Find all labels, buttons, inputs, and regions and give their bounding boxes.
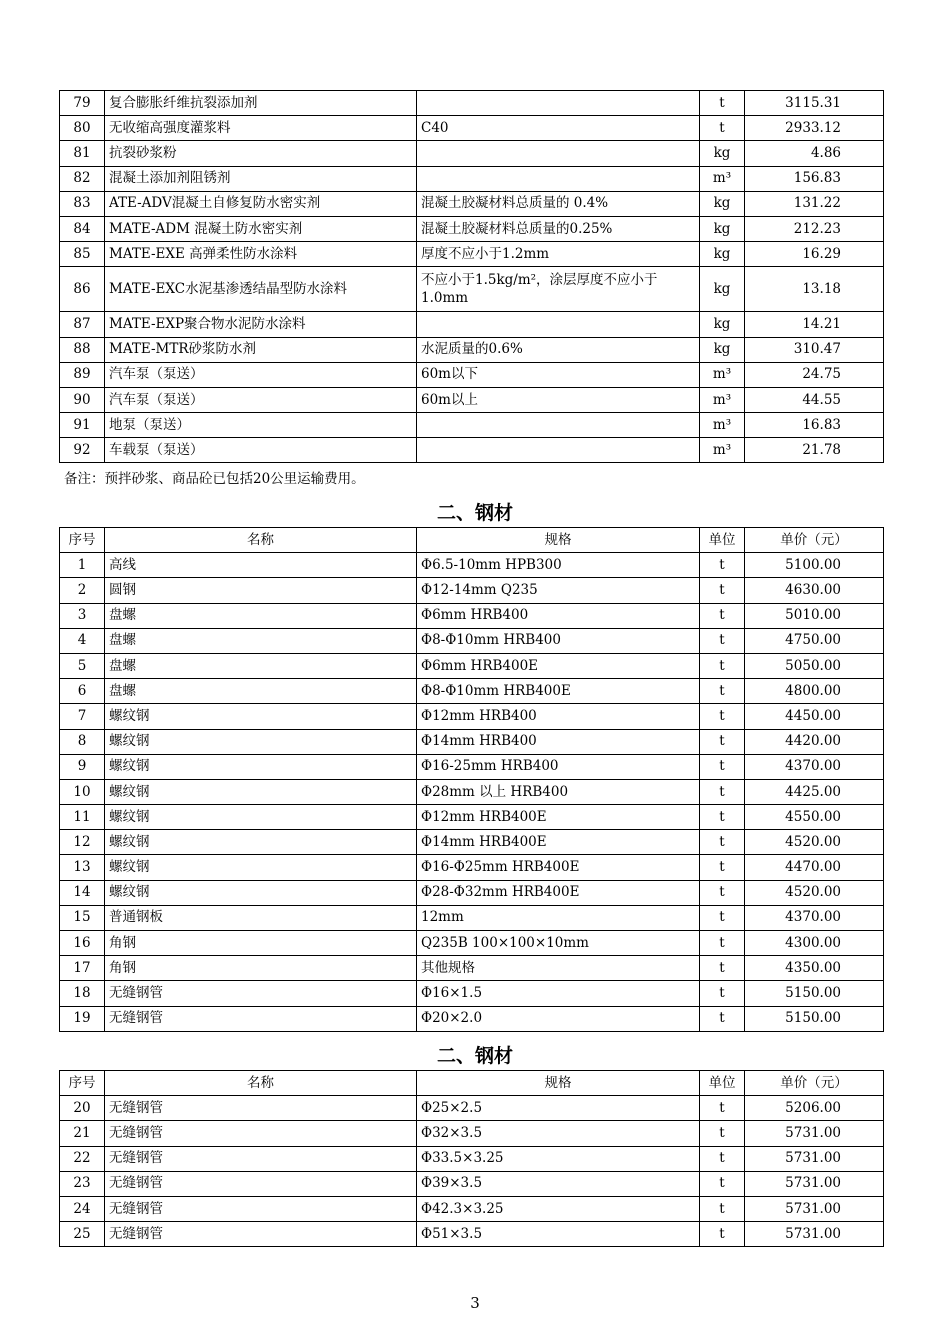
table-row — [60, 413, 884, 438]
cell-price: 4350.00 — [745, 956, 884, 981]
cell-spec: Φ51×3.5 — [417, 1222, 700, 1247]
table-row — [60, 362, 884, 387]
header-spec: 规格 — [417, 1071, 700, 1096]
cell-name: 螺纹钢 — [105, 754, 417, 779]
cell-no: 80 — [60, 116, 105, 141]
cell-unit: t — [700, 1121, 745, 1146]
cell-price: 4425.00 — [745, 779, 884, 804]
cell-unit: t — [700, 116, 745, 141]
cell-spec — [417, 141, 700, 166]
table-row — [60, 931, 884, 956]
cell-spec: Φ14mm HRB400E — [417, 830, 700, 855]
table-row — [60, 91, 884, 116]
cell-spec: 水泥质量的0.6% — [417, 337, 700, 362]
cell-spec: Φ14mm HRB400 — [417, 729, 700, 754]
table1-body — [60, 91, 884, 463]
cell-price: 4750.00 — [745, 628, 884, 653]
cell-name: 车载泵（泵送） — [105, 438, 417, 463]
cell-no: 89 — [60, 362, 105, 387]
cell-no: 15 — [60, 905, 105, 930]
cell-price: 4370.00 — [745, 905, 884, 930]
cell-no: 92 — [60, 438, 105, 463]
table-row — [60, 905, 884, 930]
header-unit: 单位 — [700, 528, 745, 553]
cell-name: 螺纹钢 — [105, 779, 417, 804]
table-row — [60, 553, 884, 578]
cell-spec — [417, 91, 700, 116]
table-row — [60, 653, 884, 678]
cell-name: 普通钢板 — [105, 905, 417, 930]
cell-spec: Φ12mm HRB400 — [417, 704, 700, 729]
cell-unit: m³ — [700, 438, 745, 463]
cell-unit: kg — [700, 191, 745, 216]
cell-name: 螺纹钢 — [105, 880, 417, 905]
table-row — [60, 337, 884, 362]
page-number: 3 — [470, 1294, 480, 1312]
cell-price: 4520.00 — [745, 830, 884, 855]
cell-spec: Φ25×2.5 — [417, 1096, 700, 1121]
table-row — [60, 242, 884, 267]
cell-unit: kg — [700, 141, 745, 166]
cell-unit: m³ — [700, 166, 745, 191]
cell-unit: t — [700, 855, 745, 880]
cell-price: 4550.00 — [745, 805, 884, 830]
cell-spec: Φ28-Φ32mm HRB400E — [417, 880, 700, 905]
table-row — [60, 1006, 884, 1031]
table-row — [60, 191, 884, 216]
cell-name: 复合膨胀纤维抗裂添加剂 — [105, 91, 417, 116]
cell-spec: 厚度不应小于1.2mm — [417, 242, 700, 267]
cell-price: 5150.00 — [745, 981, 884, 1006]
cell-no: 6 — [60, 679, 105, 704]
cell-spec: Φ8-Φ10mm HRB400E — [417, 679, 700, 704]
header-no: 序号 — [60, 1071, 105, 1096]
cell-unit: t — [700, 679, 745, 704]
cell-no: 91 — [60, 413, 105, 438]
cell-name: 螺纹钢 — [105, 830, 417, 855]
cell-name: 螺纹钢 — [105, 704, 417, 729]
cell-no: 11 — [60, 805, 105, 830]
cell-spec: 混凝土胶凝材料总质量的0.25% — [417, 216, 700, 241]
cell-no: 7 — [60, 704, 105, 729]
table-row — [60, 387, 884, 412]
steel-table-header — [60, 528, 884, 553]
header-name: 名称 — [105, 528, 417, 553]
table-row — [60, 578, 884, 603]
cell-spec: Φ12mm HRB400E — [417, 805, 700, 830]
cell-no: 10 — [60, 779, 105, 804]
steel-table-continued — [59, 1070, 884, 1247]
cell-name: MATE-EXP聚合物水泥防水涂料 — [105, 312, 417, 337]
cell-no: 12 — [60, 830, 105, 855]
cell-unit: t — [700, 91, 745, 116]
cell-no: 3 — [60, 603, 105, 628]
cell-name: MATE-EXE 高弹柔性防水涂料 — [105, 242, 417, 267]
cell-unit: t — [700, 931, 745, 956]
cell-no: 21 — [60, 1121, 105, 1146]
cell-unit: m³ — [700, 362, 745, 387]
cell-no: 87 — [60, 312, 105, 337]
cell-no: 9 — [60, 754, 105, 779]
cell-spec — [417, 312, 700, 337]
cell-name: 螺纹钢 — [105, 805, 417, 830]
cell-name: MATE-EXC水泥基渗透结晶型防水涂料 — [105, 267, 417, 312]
cell-name: 角钢 — [105, 956, 417, 981]
cell-unit: t — [700, 1096, 745, 1121]
cell-spec: 12mm — [417, 905, 700, 930]
cell-name: 盘螺 — [105, 603, 417, 628]
cell-unit: t — [700, 704, 745, 729]
header-price: 单价（元） — [745, 1071, 884, 1096]
cell-price: 5731.00 — [745, 1171, 884, 1196]
cell-name: 无缝钢管 — [105, 1146, 417, 1171]
cell-unit: t — [700, 779, 745, 804]
cell-spec: Φ39×3.5 — [417, 1171, 700, 1196]
cell-price: 4470.00 — [745, 855, 884, 880]
cell-name: 盘螺 — [105, 628, 417, 653]
cell-price: 156.83 — [745, 166, 884, 191]
cell-unit: t — [700, 830, 745, 855]
cell-unit: m³ — [700, 387, 745, 412]
cell-price: 24.75 — [745, 362, 884, 387]
cell-price: 5731.00 — [745, 1121, 884, 1146]
cell-price: 4420.00 — [745, 729, 884, 754]
cell-name: 角钢 — [105, 931, 417, 956]
cell-price: 16.29 — [745, 242, 884, 267]
cell-name: 螺纹钢 — [105, 729, 417, 754]
cell-price: 5100.00 — [745, 553, 884, 578]
cell-no: 4 — [60, 628, 105, 653]
cell-name: MATE-ADM 混凝土防水密实剂 — [105, 216, 417, 241]
cell-name: 无缝钢管 — [105, 1222, 417, 1247]
cell-no: 2 — [60, 578, 105, 603]
cell-spec: 混凝土胶凝材料总质量的 0.4% — [417, 191, 700, 216]
cell-no: 83 — [60, 191, 105, 216]
cell-price: 5731.00 — [745, 1196, 884, 1221]
cell-price: 16.83 — [745, 413, 884, 438]
cell-price: 5206.00 — [745, 1096, 884, 1121]
cell-unit: t — [700, 578, 745, 603]
cell-name: 汽车泵（泵送） — [105, 387, 417, 412]
cell-spec: Φ6.5-10mm HPB300 — [417, 553, 700, 578]
cell-spec: Φ12-14mm Q235 — [417, 578, 700, 603]
cell-spec: C40 — [417, 116, 700, 141]
cell-no: 5 — [60, 653, 105, 678]
cell-no: 84 — [60, 216, 105, 241]
cell-unit: t — [700, 729, 745, 754]
cell-price: 4370.00 — [745, 754, 884, 779]
cell-name: 地泵（泵送） — [105, 413, 417, 438]
cell-no: 22 — [60, 1146, 105, 1171]
header-price: 单价（元） — [745, 528, 884, 553]
cell-no: 1 — [60, 553, 105, 578]
table-row — [60, 141, 884, 166]
cell-spec: Φ6mm HRB400 — [417, 603, 700, 628]
cell-no: 81 — [60, 141, 105, 166]
cell-no: 86 — [60, 267, 105, 312]
cell-name: 无缝钢管 — [105, 1096, 417, 1121]
cell-unit: t — [700, 1006, 745, 1031]
table-row — [60, 438, 884, 463]
cell-name: 抗裂砂浆粉 — [105, 141, 417, 166]
cell-unit: t — [700, 1196, 745, 1221]
cell-price: 4450.00 — [745, 704, 884, 729]
table-row — [60, 312, 884, 337]
cell-spec: 不应小于1.5kg/m²，涂层厚度不应小于1.0mm — [417, 267, 700, 312]
cell-name: 盘螺 — [105, 653, 417, 678]
cell-no: 24 — [60, 1196, 105, 1221]
steel-table — [59, 527, 884, 1032]
cell-price: 131.22 — [745, 191, 884, 216]
cell-no: 14 — [60, 880, 105, 905]
table-row — [60, 1121, 884, 1146]
table-row — [60, 1096, 884, 1121]
cell-unit: t — [700, 1222, 745, 1247]
cell-unit: t — [700, 805, 745, 830]
table-row — [60, 855, 884, 880]
cell-price: 2933.12 — [745, 116, 884, 141]
table-row — [60, 704, 884, 729]
cell-name: 汽车泵（泵送） — [105, 362, 417, 387]
cell-unit: t — [700, 653, 745, 678]
cell-name: MATE-MTR砂浆防水剂 — [105, 337, 417, 362]
header-name: 名称 — [105, 1071, 417, 1096]
table-row — [60, 1171, 884, 1196]
table-row — [60, 805, 884, 830]
cell-unit: t — [700, 553, 745, 578]
cell-price: 5010.00 — [745, 603, 884, 628]
cell-price: 4800.00 — [745, 679, 884, 704]
cell-price: 4630.00 — [745, 578, 884, 603]
cell-name: 无缝钢管 — [105, 981, 417, 1006]
cell-spec: Φ20×2.0 — [417, 1006, 700, 1031]
cell-no: 13 — [60, 855, 105, 880]
cell-spec: Φ16-25mm HRB400 — [417, 754, 700, 779]
cell-name: 混凝土添加剂阻锈剂 — [105, 166, 417, 191]
table-row — [60, 729, 884, 754]
cell-spec: Φ33.5×3.25 — [417, 1146, 700, 1171]
cell-spec: Φ32×3.5 — [417, 1121, 700, 1146]
cell-unit: kg — [700, 242, 745, 267]
cell-price: 13.18 — [745, 267, 884, 312]
table-row — [60, 603, 884, 628]
cell-unit: t — [700, 956, 745, 981]
cell-unit: t — [700, 905, 745, 930]
table-row — [60, 1196, 884, 1221]
cell-no: 90 — [60, 387, 105, 412]
footnote: 备注：预拌砂浆、商品砼已包括20公里运输费用。 — [64, 471, 365, 487]
section-title-steel: 二、钢材 — [436, 502, 513, 524]
cell-name: 盘螺 — [105, 679, 417, 704]
table-row — [60, 956, 884, 981]
cell-price: 5050.00 — [745, 653, 884, 678]
cell-spec: Φ42.3×3.25 — [417, 1196, 700, 1221]
cell-no: 23 — [60, 1171, 105, 1196]
table2-body — [60, 553, 884, 1032]
cell-name: 无缝钢管 — [105, 1171, 417, 1196]
cell-no: 8 — [60, 729, 105, 754]
cell-price: 310.47 — [745, 337, 884, 362]
cell-unit: t — [700, 1171, 745, 1196]
table-row — [60, 1146, 884, 1171]
cell-unit: kg — [700, 267, 745, 312]
table-row — [60, 216, 884, 241]
cell-name: 无收缩高强度灌浆料 — [105, 116, 417, 141]
cell-no: 19 — [60, 1006, 105, 1031]
table-row — [60, 116, 884, 141]
cell-price: 4520.00 — [745, 880, 884, 905]
cell-price: 5150.00 — [745, 1006, 884, 1031]
cell-no: 16 — [60, 931, 105, 956]
cell-unit: t — [700, 880, 745, 905]
cell-unit: t — [700, 981, 745, 1006]
table-row — [60, 679, 884, 704]
cell-name: 无缝钢管 — [105, 1121, 417, 1146]
table3-body — [60, 1096, 884, 1247]
table-row — [60, 267, 884, 312]
table-row — [60, 981, 884, 1006]
table-row — [60, 779, 884, 804]
cell-price: 212.23 — [745, 216, 884, 241]
cell-price: 4.86 — [745, 141, 884, 166]
table-row — [60, 830, 884, 855]
table-row — [60, 880, 884, 905]
section-title-steel-continued: 二、钢材 — [436, 1045, 513, 1067]
cell-no: 18 — [60, 981, 105, 1006]
cell-spec: Φ16-Φ25mm HRB400E — [417, 855, 700, 880]
cell-price: 4300.00 — [745, 931, 884, 956]
cell-no: 17 — [60, 956, 105, 981]
cell-no: 85 — [60, 242, 105, 267]
cell-unit: kg — [700, 216, 745, 241]
cell-name: 无缝钢管 — [105, 1196, 417, 1221]
cell-spec: Φ6mm HRB400E — [417, 653, 700, 678]
cell-name: ATE-ADV混凝土自修复防水密实剂 — [105, 191, 417, 216]
cell-spec — [417, 413, 700, 438]
cell-no: 88 — [60, 337, 105, 362]
cell-spec: Φ28mm 以上 HRB400 — [417, 779, 700, 804]
cell-no: 25 — [60, 1222, 105, 1247]
cell-name: 螺纹钢 — [105, 855, 417, 880]
cell-spec: 其他规格 — [417, 956, 700, 981]
cell-spec: Φ16×1.5 — [417, 981, 700, 1006]
cell-spec: 60m以下 — [417, 362, 700, 387]
cell-price: 21.78 — [745, 438, 884, 463]
cell-name: 高线 — [105, 553, 417, 578]
table-row — [60, 754, 884, 779]
cell-price: 44.55 — [745, 387, 884, 412]
cell-price: 5731.00 — [745, 1222, 884, 1247]
cell-price: 5731.00 — [745, 1146, 884, 1171]
cell-name: 无缝钢管 — [105, 1006, 417, 1031]
cell-spec — [417, 166, 700, 191]
steel-table-continued-header — [60, 1071, 884, 1096]
cell-no: 20 — [60, 1096, 105, 1121]
cell-spec — [417, 438, 700, 463]
cell-no: 82 — [60, 166, 105, 191]
cell-unit: t — [700, 603, 745, 628]
cell-name: 圆钢 — [105, 578, 417, 603]
header-no: 序号 — [60, 528, 105, 553]
cell-price: 14.21 — [745, 312, 884, 337]
header-spec: 规格 — [417, 528, 700, 553]
cell-price: 3115.31 — [745, 91, 884, 116]
cell-unit: t — [700, 1146, 745, 1171]
cell-unit: kg — [700, 337, 745, 362]
header-unit: 单位 — [700, 1071, 745, 1096]
cell-spec: 60m以上 — [417, 387, 700, 412]
cell-unit: t — [700, 754, 745, 779]
table-row — [60, 628, 884, 653]
cell-unit: m³ — [700, 413, 745, 438]
cell-spec: Φ8-Φ10mm HRB400 — [417, 628, 700, 653]
table-row — [60, 1222, 884, 1247]
cell-no: 79 — [60, 91, 105, 116]
table-row — [60, 166, 884, 191]
cell-spec: Q235B 100×100×10mm — [417, 931, 700, 956]
cell-unit: kg — [700, 312, 745, 337]
materials-table-continued — [59, 90, 884, 463]
cell-unit: t — [700, 628, 745, 653]
